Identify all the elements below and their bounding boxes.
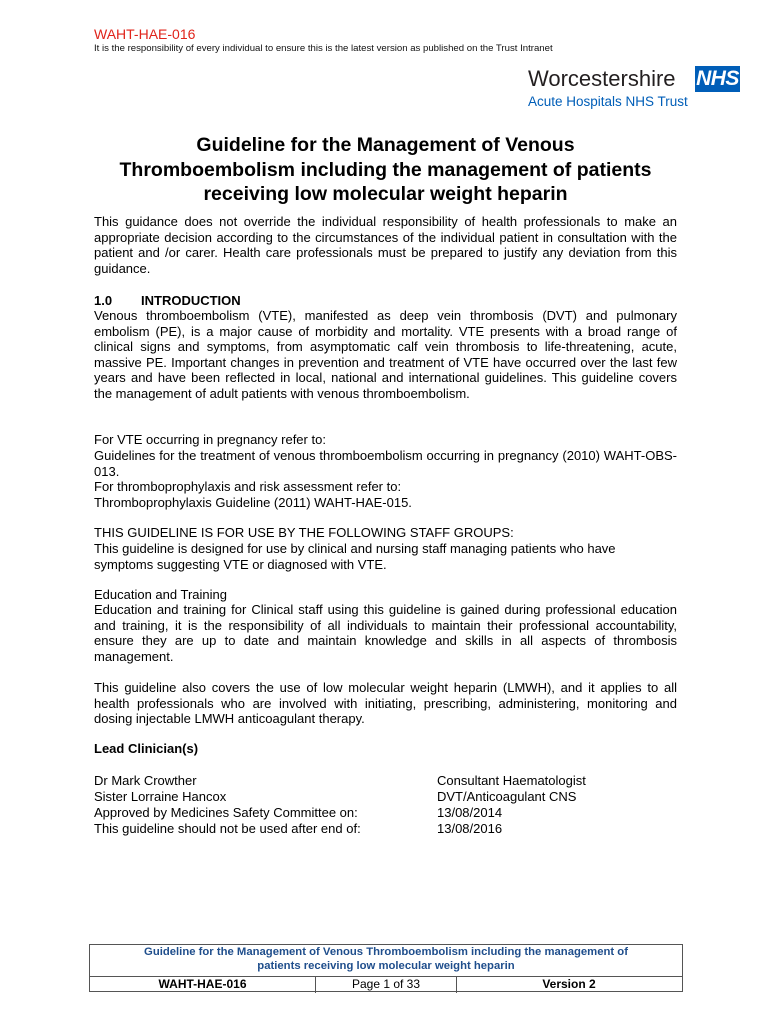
lead-role: Consultant Haematologist [437, 773, 586, 788]
introduction-text: Venous thromboembolism (VTE), manifested as deep vein thrombosis (DVT) and pulmonary embolism (PE), is a major cause of morbidity and mortality. VTE presents with a broad range of clinical signs and symptoms, from asymptomatic calf vein thrombosis to life-threatening, acute, massive PE. Important changes in prevention and treatment of VTE have occurred over the last few years and have been reflected in local, national and international guidelines. This guideline covers the management of adult patients with venous thromboembolism. [94, 308, 677, 401]
document-code: WAHT-HAE-016 [94, 26, 196, 42]
intro-paragraph: This guidance does not override the individual responsibility of health professionals to make an appropriate decision according to the circumstances of the individual patient in consultation with the patient and /or carer. Health care professionals must be prepared to justify any deviation from this guidance. [94, 214, 677, 276]
thromboprophylaxis-refer: For thromboprophylaxis and risk assessment refer to: [94, 479, 402, 494]
lead-role: DVT/Anticoagulant CNS [437, 789, 577, 804]
footer-doc-code: WAHT-HAE-016 [158, 977, 247, 991]
footer-page-number: Page 1 of 33 [315, 977, 457, 993]
logo-org-name: Worcestershire [528, 66, 676, 91]
nhs-badge: NHS [696, 67, 739, 90]
section-heading [94, 293, 677, 309]
pregnancy-guideline: Guidelines for the treatment of venous thromboembolism occurring in pregnancy (2010) WAHT-OBS-013. [94, 448, 677, 479]
title-line: receiving low molecular weight heparin [203, 183, 568, 205]
lmwh-paragraph: This guideline also covers the use of low molecular weight heparin (LMWH), and it applies to all health professionals who are involved with initiating, prescribing, administering, monitoring and dosing injectable LMWH anticoagulant therapy. [94, 680, 677, 726]
approval-date: 13/08/2014 [437, 805, 503, 820]
footer-title-line: patients receiving low molecular weight heparin [257, 959, 515, 972]
footer-version: Version 2 [542, 977, 596, 991]
title-line: Guideline for the Management of Venous [196, 134, 575, 156]
page-title [94, 133, 677, 207]
staff-groups-text: This guideline is designed for use by clinical and nursing staff managing patients who have symptoms suggesting VTE or diagnosed with VTE. [94, 541, 616, 572]
logo-trust-name: Acute Hospitals NHS Trust [528, 94, 688, 109]
section-title: INTRODUCTION [141, 293, 241, 308]
thromboprophylaxis-guideline: Thromboprophylaxis Guideline (2011) WAHT-HAE-015. [94, 495, 412, 510]
footer-title-line: Guideline for the Management of Venous Thromboembolism including the management of [144, 946, 628, 958]
trust-logo [528, 64, 740, 112]
pregnancy-refer: For VTE occurring in pregnancy refer to: [94, 432, 326, 447]
page-footer [89, 944, 683, 992]
lead-clinicians-heading: Lead Clinician(s) [94, 741, 199, 756]
approval-label: Approved by Medicines Safety Committee on: [94, 805, 358, 820]
footer-info-row [90, 976, 682, 992]
expiry-date: 13/08/2016 [437, 821, 503, 836]
footer-title [90, 946, 682, 973]
expiry-label: This guideline should not be used after end of: [94, 821, 361, 836]
lead-name: Dr Mark Crowther [94, 773, 197, 788]
title-line: Thromboembolism including the management of patients [119, 158, 652, 181]
section-number: 1.0 [94, 293, 113, 308]
education-text: Education and training for Clinical staff using this guideline is gained during professional education and training, it is the responsibility of all individuals to maintain their professional accountability, ensure they are up to date and maintain knowledge and skills in all aspects of thrombosis management. [94, 602, 677, 664]
lead-name: Sister Lorraine Hancox [94, 789, 227, 804]
education-heading: Education and Training [94, 587, 227, 602]
staff-groups-heading: THIS GUIDELINE IS FOR USE BY THE FOLLOWING STAFF GROUPS: [94, 525, 514, 540]
responsibility-note: It is the responsibility of every individual to ensure this is the latest version as published on the Trust Intranet [94, 43, 553, 54]
